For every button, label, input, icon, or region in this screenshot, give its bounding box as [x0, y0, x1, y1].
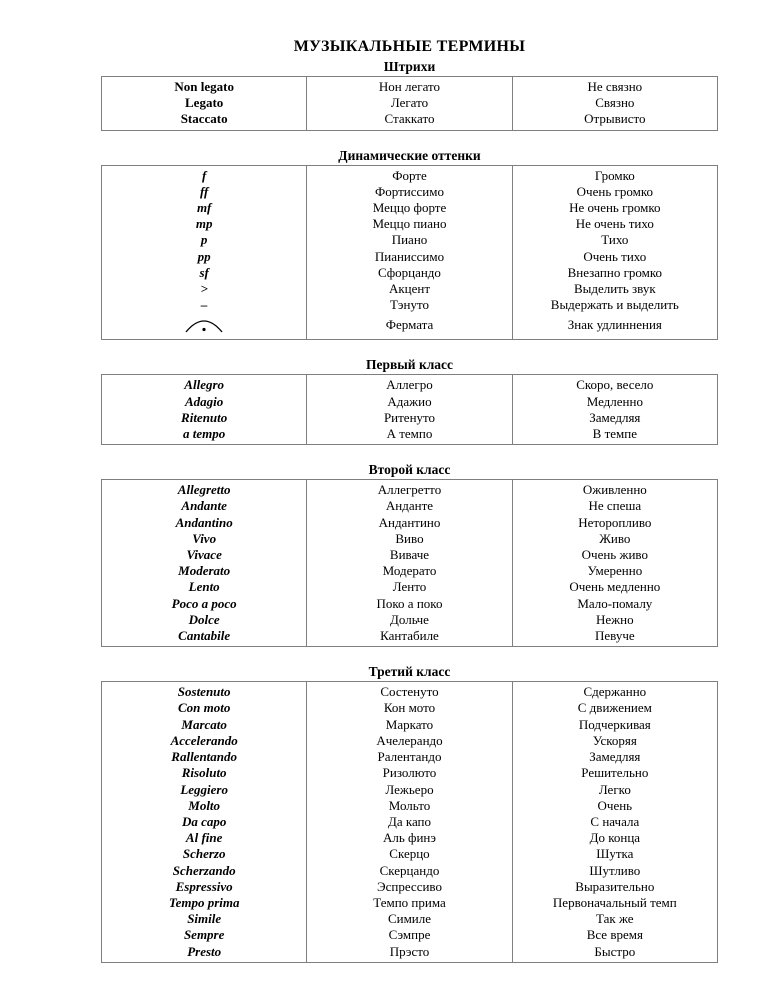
term-transliteration: Модерато [307, 563, 512, 579]
term-transliteration: Фермата [307, 313, 512, 340]
term-original: Da capo [181, 813, 227, 829]
term-meaning: До конца [512, 830, 717, 846]
term-meaning: Легко [512, 782, 717, 798]
section-third-class [101, 664, 718, 962]
term-original: Andantino [175, 514, 233, 530]
table-row [102, 895, 718, 911]
term-transliteration: Сфорцандо [307, 265, 512, 281]
section-heading: Первый класс [365, 357, 454, 373]
term-original: > [200, 281, 208, 297]
term-transliteration: Ритенуто [307, 410, 512, 426]
term-original: mf [196, 200, 212, 216]
table-row [102, 830, 718, 846]
term-transliteration: Симиле [307, 911, 512, 927]
table-row [102, 717, 718, 733]
term-original: Legato [185, 95, 224, 111]
term-meaning: Решительно [512, 765, 717, 781]
table-row [102, 927, 718, 943]
term-meaning: Умеренно [512, 563, 717, 579]
terms-table-shtrihi [101, 76, 718, 131]
term-transliteration: Аль финэ [307, 830, 512, 846]
term-original: Espressivo [175, 878, 233, 894]
table-row [102, 814, 718, 830]
term-original: a tempo [183, 426, 226, 442]
section-second-class [101, 462, 718, 647]
term-meaning: Скоро, весело [512, 375, 717, 394]
table-row [102, 165, 718, 184]
term-meaning: Замедляя [512, 410, 717, 426]
table-row [102, 410, 718, 426]
table-row [102, 563, 718, 579]
table-row [102, 682, 718, 701]
term-transliteration: А темпо [307, 426, 512, 445]
table-row [102, 596, 718, 612]
term-original: Adagio [185, 393, 224, 409]
term-original: Tempo prima [168, 894, 240, 910]
term-meaning: Быстро [512, 944, 717, 963]
term-transliteration: Скерцандо [307, 863, 512, 879]
term-original: – [200, 297, 208, 313]
term-transliteration: Нон легато [307, 77, 512, 96]
term-original: Sempre [183, 927, 225, 943]
term-meaning: В темпе [512, 426, 717, 445]
section-first-class [101, 357, 718, 445]
term-transliteration: Прэсто [307, 944, 512, 963]
term-transliteration: Поко а поко [307, 596, 512, 612]
term-meaning: Неторопливо [512, 515, 717, 531]
term-meaning: Очень живо [512, 547, 717, 563]
section-heading: Динамические оттенки [338, 147, 481, 163]
table-row [102, 765, 718, 781]
table-row [102, 700, 718, 716]
term-meaning: Мало-помалу [512, 596, 717, 612]
term-meaning: Связно [512, 95, 717, 111]
term-transliteration: Аллегретто [307, 480, 512, 499]
term-original: Molto [188, 797, 221, 813]
term-transliteration: Анданте [307, 498, 512, 514]
term-transliteration: Виваче [307, 547, 512, 563]
term-original: Moderato [178, 563, 231, 579]
term-transliteration: Темпо прима [307, 895, 512, 911]
term-transliteration: Стаккато [307, 111, 512, 130]
table-row [102, 111, 718, 130]
term-original: Scherzando [172, 862, 236, 878]
term-original: Lento [188, 579, 220, 595]
term-transliteration: Андантино [307, 515, 512, 531]
term-original: Cantabile [178, 628, 231, 644]
table-row [102, 95, 718, 111]
term-original: Vivace [186, 547, 222, 563]
term-transliteration: Ленто [307, 579, 512, 595]
term-transliteration: Легато [307, 95, 512, 111]
term-original: Presto [187, 943, 222, 959]
term-meaning: Очень громко [512, 184, 717, 200]
term-transliteration: Мольто [307, 798, 512, 814]
term-original: Al fine [185, 830, 223, 846]
term-meaning: Оживленно [512, 480, 717, 499]
term-original: Andante [181, 498, 227, 514]
terms-table-dynamics [101, 165, 718, 341]
term-meaning: Отрывисто [512, 111, 717, 130]
table-row [102, 216, 718, 232]
table-row [102, 879, 718, 895]
term-original: Non legato [174, 79, 234, 94]
term-meaning: Первоначальный темп [512, 895, 717, 911]
term-transliteration: Кантабиле [307, 628, 512, 647]
table-row [102, 628, 718, 647]
terms-table-third-class [101, 681, 718, 962]
term-original: Dolce [188, 611, 220, 627]
term-transliteration: Пиано [307, 232, 512, 248]
term-meaning: Очень тихо [512, 249, 717, 265]
table-row [102, 733, 718, 749]
term-transliteration: Адажио [307, 394, 512, 410]
term-transliteration: Тэнуто [307, 297, 512, 313]
term-transliteration: Виво [307, 531, 512, 547]
sections-container [101, 59, 718, 963]
term-meaning: Выделить звук [512, 281, 717, 297]
term-meaning: Так же [512, 911, 717, 927]
table-row [102, 426, 718, 445]
term-original: Vivo [192, 530, 217, 546]
term-meaning: Внезапно громко [512, 265, 717, 281]
term-transliteration: Пианиссимо [307, 249, 512, 265]
table-row [102, 782, 718, 798]
terms-table-second-class [101, 479, 718, 647]
table-row [102, 749, 718, 765]
table-row [102, 612, 718, 628]
table-row [102, 375, 718, 394]
table-row [102, 911, 718, 927]
table-row [102, 846, 718, 862]
term-meaning: Сдержанно [512, 682, 717, 701]
term-meaning: Очень медленно [512, 579, 717, 595]
term-original: Allegretto [177, 482, 231, 498]
term-meaning: Выдержать и выделить [512, 297, 717, 313]
table-row [102, 249, 718, 265]
section-heading: Третий класс [368, 664, 451, 680]
term-transliteration: Меццо форте [307, 200, 512, 216]
table-row [102, 232, 718, 248]
term-original: Poco a poco [171, 595, 237, 611]
table-row [102, 547, 718, 563]
table-row [102, 579, 718, 595]
term-original: pp [197, 248, 211, 264]
term-transliteration: Состенуто [307, 682, 512, 701]
term-transliteration: Сэмпре [307, 927, 512, 943]
term-original: f [201, 167, 207, 183]
term-transliteration: Ризолюто [307, 765, 512, 781]
term-meaning: Все время [512, 927, 717, 943]
document-content [101, 0, 718, 963]
table-row [102, 863, 718, 879]
term-meaning: Медленно [512, 394, 717, 410]
table-row [102, 515, 718, 531]
term-original: Accelerando [170, 732, 238, 748]
term-meaning: Шутка [512, 846, 717, 862]
term-meaning: Громко [512, 165, 717, 184]
term-original: Staccato [180, 111, 228, 127]
term-transliteration: Фортиссимо [307, 184, 512, 200]
term-meaning: Ускоряя [512, 733, 717, 749]
term-transliteration: Акцент [307, 281, 512, 297]
table-row [102, 394, 718, 410]
section-heading: Штрихи [383, 59, 436, 74]
table-row [102, 944, 718, 963]
term-transliteration: Маркато [307, 717, 512, 733]
term-original: mp [195, 216, 213, 232]
term-meaning: Не спеша [512, 498, 717, 514]
table-row [102, 297, 718, 313]
term-original: ff [199, 183, 209, 199]
term-meaning: Певуче [512, 628, 717, 647]
term-transliteration: Аллегро [307, 375, 512, 394]
term-original: Scherzo [182, 846, 226, 862]
term-original: Ritenuto [181, 409, 228, 425]
term-meaning: Не очень тихо [512, 216, 717, 232]
table-row [102, 77, 718, 96]
fermata-icon [184, 313, 224, 337]
term-original: Allegro [184, 377, 225, 393]
term-original: sf [199, 264, 209, 280]
term-meaning: Подчеркивая [512, 717, 717, 733]
term-meaning: Тихо [512, 232, 717, 248]
term-transliteration: Ралентандо [307, 749, 512, 765]
term-meaning: С движением [512, 700, 717, 716]
table-row [102, 184, 718, 200]
term-transliteration: Лежьеро [307, 782, 512, 798]
term-transliteration: Форте [307, 165, 512, 184]
table-row [102, 531, 718, 547]
table-row [102, 313, 718, 340]
section-dynamics [101, 148, 718, 341]
term-meaning: Нежно [512, 612, 717, 628]
term-meaning: Замедляя [512, 749, 717, 765]
section-heading: Второй класс [368, 462, 451, 478]
term-meaning: Живо [512, 531, 717, 547]
term-meaning: Очень [512, 798, 717, 814]
table-row [102, 798, 718, 814]
term-original [102, 313, 307, 340]
term-transliteration: Скерцо [307, 846, 512, 862]
term-meaning: Не связно [512, 77, 717, 96]
term-transliteration: Кон мото [307, 700, 512, 716]
page-title: МУЗЫКАЛЬНЫЕ ТЕРМИНЫ [293, 38, 526, 55]
table-row [102, 498, 718, 514]
term-original: Simile [187, 911, 222, 927]
term-original: Con moto [177, 700, 231, 716]
term-transliteration: Дольче [307, 612, 512, 628]
table-row [102, 480, 718, 499]
term-meaning: Шутливо [512, 863, 717, 879]
table-row [102, 200, 718, 216]
term-transliteration: Эспрессиво [307, 879, 512, 895]
table-row [102, 281, 718, 297]
section-shtrihi [101, 59, 718, 131]
term-original: Leggiero [180, 781, 228, 797]
term-transliteration: Меццо пиано [307, 216, 512, 232]
term-original: Risoluto [181, 765, 227, 781]
term-meaning: Знак удлиннения [512, 313, 717, 340]
term-meaning: Не очень громко [512, 200, 717, 216]
term-meaning: Выразительно [512, 879, 717, 895]
terms-table-first-class [101, 374, 718, 445]
term-original: p [200, 232, 208, 248]
term-transliteration: Да капо [307, 814, 512, 830]
term-original: Sostenuto [177, 684, 231, 700]
term-meaning: С начала [512, 814, 717, 830]
term-original: Marcato [181, 716, 227, 732]
term-original: Rallentando [171, 749, 238, 765]
table-row [102, 265, 718, 281]
term-transliteration: Ачелерандо [307, 733, 512, 749]
